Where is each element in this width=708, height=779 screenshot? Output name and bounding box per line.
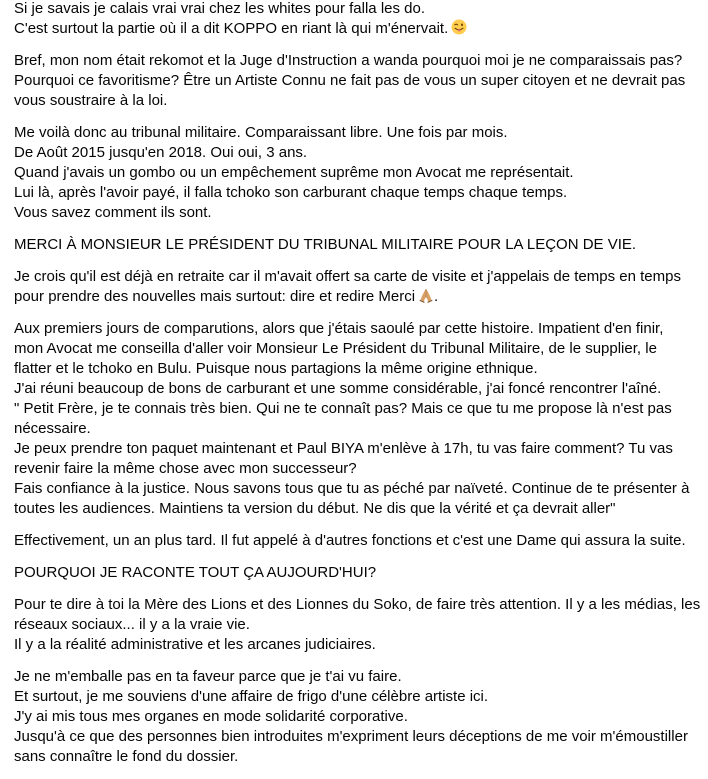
text-line: mon Avocat me conseilla d'aller voir Monsieur Le Président du Tribunal Militaire, de le supplier, le bbox=[14, 340, 657, 357]
text-line-with-emoji bbox=[14, 19, 704, 39]
text-line: Bref, mon nom était rekomot et la Juge d'Instruction a wanda pourquoi moi je ne comparaissais pas? bbox=[14, 52, 683, 69]
text-line: Je crois qu'il est déjà en retraite car il m'avait offert sa carte de visite et j'appelais de temps en temps bbox=[14, 268, 681, 285]
folded-hands-icon bbox=[418, 287, 434, 303]
text-line: Il y a la réalité administrative et les arcanes judiciaires. bbox=[14, 636, 376, 653]
paragraph-9 bbox=[14, 595, 704, 655]
text-line: Vous savez comment ils sont. bbox=[14, 204, 212, 221]
paragraph-8-heading bbox=[14, 563, 704, 583]
text-line: Aux premiers jours de comparutions, alors que j'étais saoulé par cette histoire. Impatient d'en finir, bbox=[14, 320, 664, 337]
text-line: POURQUOI JE RACONTE TOUT ÇA AUJOURD'HUI? bbox=[14, 564, 377, 581]
paragraph-1 bbox=[14, 0, 704, 39]
text-line: Pour te dire à toi la Mère des Lions et des Lionnes du Soko, de faire très attention. Il y a les médias, les bbox=[14, 596, 701, 613]
post-body bbox=[14, 0, 704, 779]
paragraph-2 bbox=[14, 51, 704, 111]
paragraph-7 bbox=[14, 531, 704, 551]
winking-face-with-tongue-icon bbox=[451, 19, 467, 35]
text-line: vous soustraire à la loi. bbox=[14, 92, 168, 109]
text-line: Effectivement, un an plus tard. Il fut appelé à d'autres fonctions et c'est une Dame qui assura la suite. bbox=[14, 532, 686, 549]
text-line: réseaux sociaux... il y a la vraie vie. bbox=[14, 616, 250, 633]
paragraph-3 bbox=[14, 123, 704, 223]
text-line: toutes les audiences. Maintiens ta version du début. Ne dis que la vérité et ça devrait aller" bbox=[14, 500, 616, 517]
text-line: " Petit Frère, je te connais très bien. Qui ne te connaît pas? Mais ce que tu me propose là n'est pas bbox=[14, 400, 672, 417]
text-line: Quand j'avais un gombo ou un empêchement suprême mon Avocat me représentait. bbox=[14, 164, 574, 181]
paragraph-4-heading bbox=[14, 235, 704, 255]
paragraph-10 bbox=[14, 667, 704, 767]
text-line: Je ne m'emballe pas en ta faveur parce que je t'ai vu faire. bbox=[14, 668, 402, 685]
text-line: nécessaire. bbox=[14, 420, 91, 437]
text-line: De Août 2015 jusqu'en 2018. Oui oui, 3 ans. bbox=[14, 144, 308, 161]
text-line: revenir faire la même chose avec mon successeur? bbox=[14, 460, 357, 477]
text-line: J'y ai mis tous mes organes en mode solidarité corporative. bbox=[14, 708, 408, 725]
text-line: sans connaître le fond du dossier. bbox=[14, 748, 239, 765]
text-line: Lui là, après l'avoir payé, il falla tchoko son carburant chaque temps chaque temps. bbox=[14, 184, 568, 201]
text-line: J'ai réuni beaucoup de bons de carburant et une somme considérable, j'ai foncé rencontrer l'aîné. bbox=[14, 380, 662, 397]
text-line: Si je savais je calais vrai vrai chez les whites pour falla les do. bbox=[14, 0, 426, 17]
text-line: flatter et le tchoko en Bulu. Puisque nous partagions la même origine ethnique. bbox=[14, 360, 538, 377]
text-line: Fais confiance à la justice. Nous savons tous que tu as péché par naïveté. Continue de te présenter à bbox=[14, 480, 690, 497]
text-line: Je peux prendre ton paquet maintenant et Paul BIYA m'enlève à 17h, tu vas faire comment? Tu vas bbox=[14, 440, 673, 457]
text-line: Et surtout, je me souviens d'une affaire de frigo d'une célèbre artiste ici. bbox=[14, 688, 489, 705]
text-line-with-emoji bbox=[14, 287, 704, 307]
text-line: pour prendre des nouvelles mais surtout: dire et redire Merci bbox=[14, 288, 416, 305]
period-text: . bbox=[434, 288, 439, 305]
text-line: C'est surtout la partie où il a dit KOPPO en riant là qui m'énervait. bbox=[14, 20, 449, 37]
text-line: Jusqu'à ce que des personnes bien introduites m'expriment leurs déceptions de me voir m'émoustiller bbox=[14, 728, 688, 745]
text-line: Pourquoi ce favoritisme? Être un Artiste Connu ne fait pas de vous un super citoyen et ne devrait pas bbox=[14, 72, 686, 89]
text-line: MERCI À MONSIEUR LE PRÉSIDENT DU TRIBUNAL MILITAIRE POUR LA LEÇON DE VIE. bbox=[14, 236, 637, 253]
text-line: Me voilà donc au tribunal militaire. Comparaissant libre. Une fois par mois. bbox=[14, 124, 508, 141]
paragraph-5 bbox=[14, 267, 704, 307]
paragraph-6 bbox=[14, 319, 704, 519]
